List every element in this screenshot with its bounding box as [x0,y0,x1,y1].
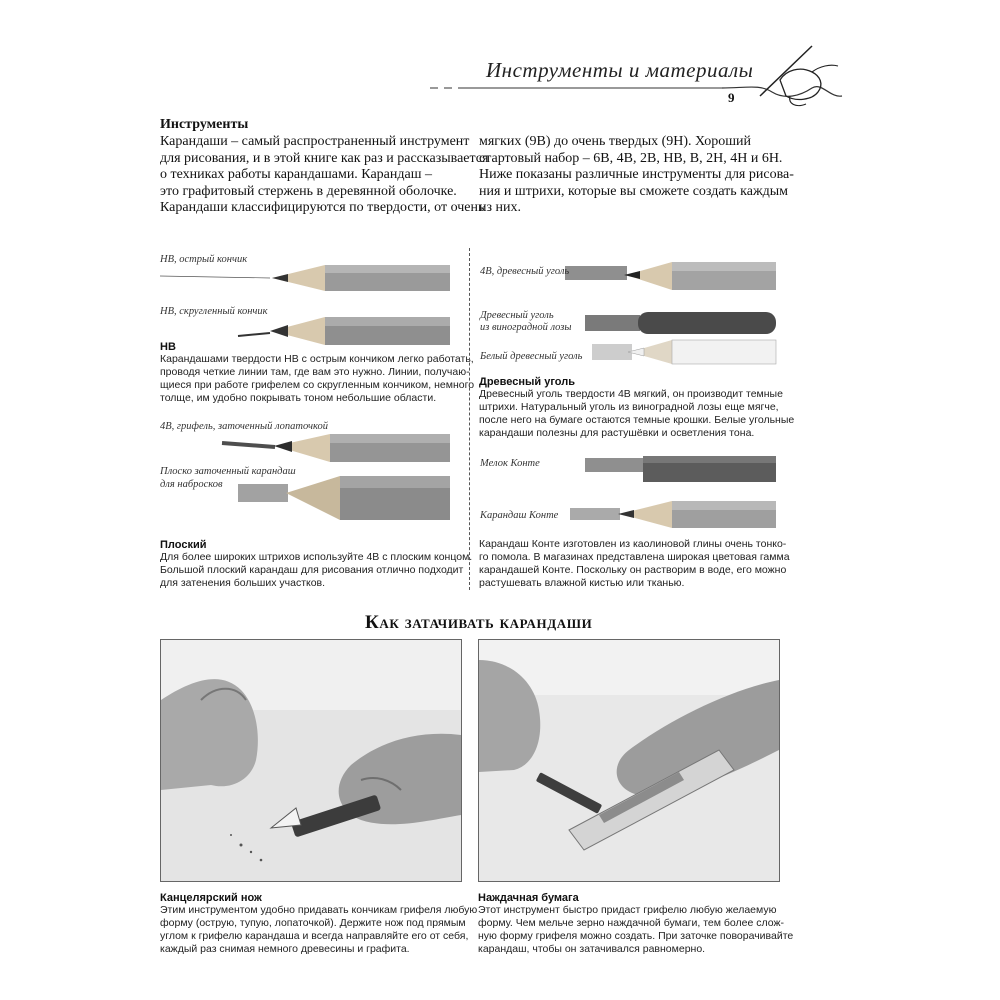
text-line: Этот инструмент быстро придаст грифелю любую желаемую [478,904,777,916]
page-number: 9 [728,90,735,105]
intro-line: для рисования, и в этой книге как раз и рассказывается [160,150,489,166]
sandpaper-title: Наждачная бумага [478,892,579,904]
flat-block [160,539,473,590]
vine-charcoal-stick [585,312,776,334]
conte-crayon [585,456,776,482]
photo-sandpaper-sharpening [478,639,780,882]
intro-line: из них. [479,200,522,216]
text-line: щиеся при работе грифелем со скругленным кончиком, немного [160,379,475,391]
flat-text [160,551,473,590]
hb-block [160,341,475,405]
text-line: проводя четкие линии там, где вам это нужно. Линии, получаю- [160,366,470,378]
caption-hb-round: HB, скругленный кончик [160,306,268,317]
text-line: Карандаш Конте изготовлен из каолиновой глины очень тонко- [479,538,787,550]
conte-text [479,538,790,590]
text-line: форму (острую, тупую, лопаточкой). Держите нож под прямым [160,917,466,929]
column-divider [469,248,470,590]
text-line: карандаш, чтобы он затачивался равномерно. [478,943,706,955]
text-line: карандаши полезны для растушёвки и осветления тона. [479,427,755,439]
caption-hb-sharp: HB, острый кончик [160,254,248,265]
text-line: толще, им удобно покрывать тоном небольшие области. [160,392,437,404]
flat-title: Плоский [160,539,207,551]
knife-text [160,904,478,956]
caption-conte-pencil: Карандаш Конте [480,510,559,521]
intro-line: ния и штрихи, которые вы сможете создать каждым [479,183,789,199]
hands-knife-illustration [161,640,461,881]
charcoal-title: Древесный уголь [479,376,575,388]
knife-title: Канцелярский нож [160,892,262,904]
sandpaper-block [478,892,794,956]
text-line: форму. Чем мельче зерно наждачной бумаги, тем более слож- [478,917,784,929]
caption-vine-1: Древесный уголь [480,310,554,321]
text-line: Этим инструментом удобно придавать кончикам грифеля любую [160,904,478,916]
intro-line: Карандаши – самый распространенный инструмент [160,134,470,149]
intro-line: Ниже показаны различные инструменты для рисова- [479,167,794,183]
caption-4b-charcoal: 4B, древесный уголь [480,266,570,277]
knife-block [160,892,478,956]
caption-4b-chisel: 4B, грифель, заточенный лопаточкой [160,421,328,432]
intro-line: стартовый набор – 6B, 4B, 2B, HB, B, 2H, 4H и 6H. [479,150,783,166]
text-line: после него на бумаге остаются темные крошки. Белые угольные [479,414,795,426]
text-line: Для более широких штрихов используйте 4B с плоским концом. [160,551,473,563]
pencil-4b-chisel [222,434,450,462]
chapter-title: Инструменты и материалы [486,58,754,82]
text-line: карандашей Конте. Поскольку он растворим в воде, его можно [479,564,787,576]
text-line: штрихи. Натуральный уголь из виноградной лозы еще мягче, [479,401,779,413]
caption-white-charcoal: Белый древесный уголь [480,351,583,362]
text-line: Карандашами твердости HB с острым кончиком легко работать, [160,353,474,365]
hb-text [160,353,475,405]
text-line: растушевать влажной кистью или тканью. [479,577,685,589]
sandpaper-text [478,904,794,956]
pencil-conte [570,501,776,528]
charcoal-block [479,376,795,440]
pencil-4b-charcoal [565,262,776,290]
intro-line: это графитовый стержень в деревянной оболочке. [160,183,457,199]
pencil-white-charcoal [592,340,776,364]
caption-flat-2: для набросков [160,479,223,490]
text-line: каждый раз снимая немного древесины и графита. [160,943,410,955]
caption-vine-2: из виноградной лозы [480,322,572,333]
intro-line: мягких (9B) до очень твердых (9H). Хороший [479,134,752,149]
hb-title: HB [160,341,176,353]
caption-flat-1: Плоско заточенный карандаш [160,466,296,477]
text-line: го помола. В магазинах представлена широкая цветовая гамма [479,551,790,563]
text-line: Древесный уголь твердости 4B мягкий, он производит темные [479,388,783,400]
photo-knife-sharpening [160,639,462,882]
text-line: углом к грифелю карандаша и всегда направляйте его от себя, [160,930,469,942]
hands-sandpaper-illustration [479,640,779,881]
charcoal-text [479,388,795,440]
pencil-hb-sharp [160,265,450,291]
sharpening-section-title: Как затачивать карандаши [365,612,593,633]
text-line: Большой плоский карандаш для рисования отлично подходит [160,564,464,576]
pencil-flat-sketch [238,476,450,520]
text-line: для затенения больших участков. [160,577,326,589]
intro-line: Карандаши классифицируются по твердости, от очень [160,200,485,216]
section-heading: Инструменты [160,117,249,132]
text-line: ную форму грифеля можно создать. При заточке поворачивайте [478,930,794,942]
caption-conte-crayon: Мелок Конте [480,458,540,469]
intro-line: о техниках работы карандашами. Карандаш – [160,167,432,183]
